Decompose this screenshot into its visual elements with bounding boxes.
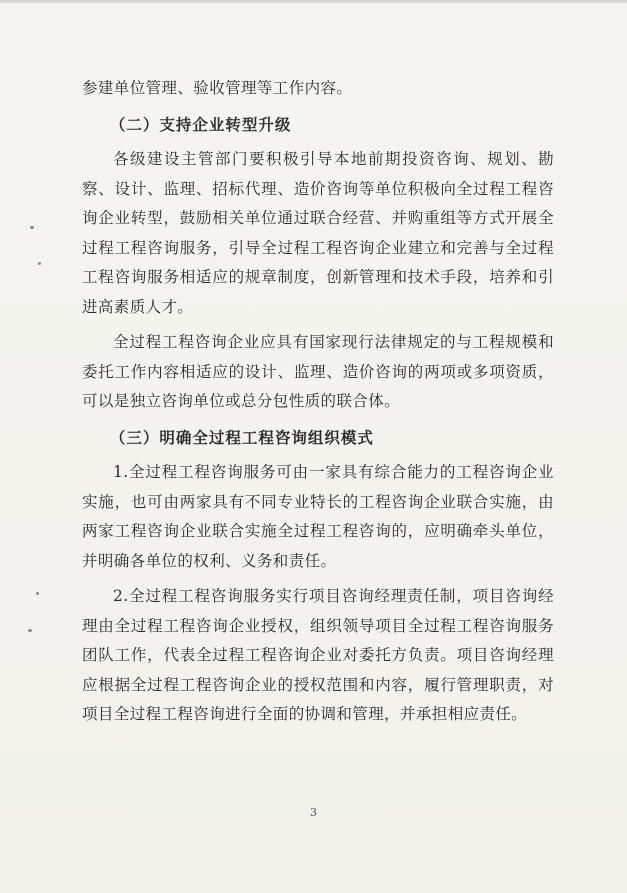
- document-body: [82, 74, 554, 730]
- scan-speck: [36, 592, 39, 595]
- page-top-edge: [0, 0, 627, 3]
- scan-speck: [28, 629, 32, 632]
- page-number: 3: [310, 806, 317, 819]
- scan-speck: [38, 262, 41, 265]
- paragraph-enterprise-transformation: 各级建设主管部门要积极引导本地前期投资咨询、规划、勘察、设计、监理、招标代理、造价咨询等单位积极向全过程工程咨询企业转型，鼓励相关单位通过联合经营、并购重组等方式开展全过程工程咨询服务，引导全过程工程咨询企业建立和完善与全过程工程咨询服务相适应的规章制度，创新管理和技术手段，培养和引进高素质人才。: [82, 150, 554, 316]
- paragraph-continuation: 参建单位管理、验收管理等工作内容。: [82, 79, 353, 97]
- section-heading-support-enterprise: （二）支持企业转型升级: [109, 114, 292, 134]
- paragraph-qualification: 全过程工程咨询企业应具有国家现行法律规定的与工程规模和委托工作内容相适应的设计、监理、造价咨询的两项或多项资质，可以是独立咨询单位或总分包性质的联合体。: [82, 333, 554, 410]
- scan-speck: [30, 226, 34, 229]
- paragraph-item-2: 2.全过程工程咨询服务实行项目咨询经理责任制，项目咨询经理由全过程工程咨询企业授权，组织领导项目全过程工程咨询服务团队工作，代表全过程工程咨询企业对委托方负责。项目咨询经理应根据全过程工程咨询企业的授权范围和内容，履行管理职责，对项目全过程工程咨询进行全面的协调和管理，并承担相应责任。: [82, 587, 554, 723]
- section-heading-organization-mode: （三）明确全过程工程咨询组织模式: [109, 427, 374, 447]
- paragraph-item-1: 1.全过程工程咨询服务可由一家具有综合能力的工程咨询企业实施，也可由两家具有不同专业特长的工程咨询企业联合实施，由两家工程咨询企业联合实施全过程工程咨询的，应明确牵头单位，并明确各单位的权利、义务和责任。: [82, 463, 554, 570]
